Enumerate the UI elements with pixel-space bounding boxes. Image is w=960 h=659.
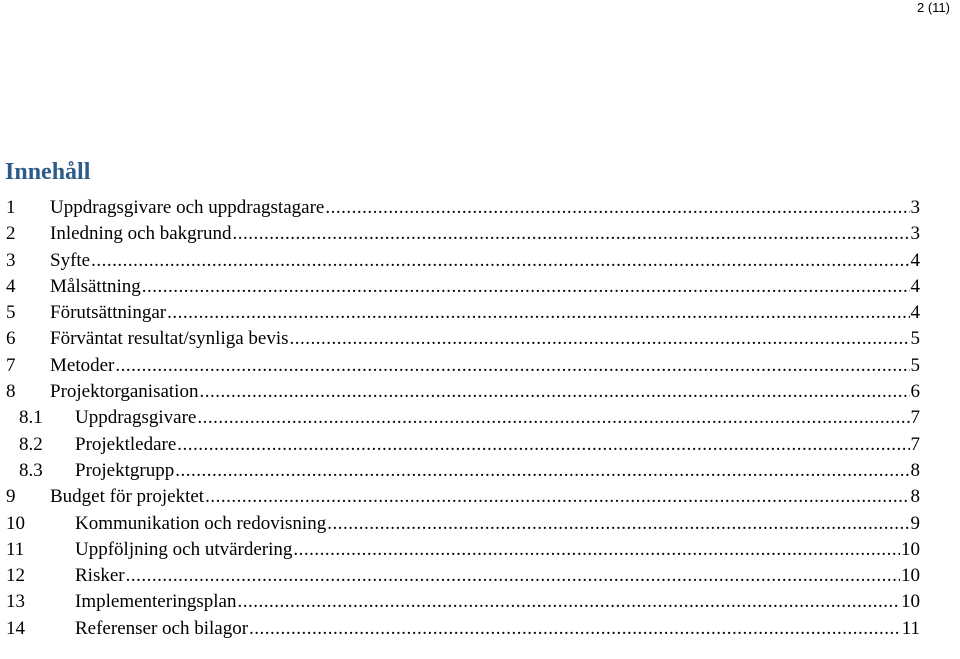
toc-entry-page: 11 bbox=[901, 617, 920, 639]
toc-entry-8-3[interactable] bbox=[6, 458, 920, 484]
toc-entry-number: 5 bbox=[6, 302, 16, 324]
toc-entry-page: 9 bbox=[910, 512, 920, 534]
toc-entry-page: 7 bbox=[910, 407, 920, 429]
toc-dot-leader bbox=[126, 563, 900, 589]
toc-dot-leader bbox=[290, 326, 910, 352]
toc-dot-leader bbox=[91, 248, 909, 274]
toc-entry-12[interactable] bbox=[6, 563, 920, 589]
toc-dot-leader bbox=[205, 484, 909, 510]
toc-dot-leader bbox=[293, 537, 900, 563]
toc-entry-5[interactable] bbox=[6, 300, 920, 326]
toc-entry-title: Inledning och bakgrund bbox=[50, 223, 232, 245]
toc-dot-leader bbox=[115, 353, 909, 379]
toc-entry-title: Kommunikation och redovisning bbox=[75, 512, 327, 534]
toc-entry-6[interactable] bbox=[6, 326, 920, 352]
toc-entry-title: Uppdragsgivare bbox=[75, 407, 197, 429]
toc-entry-8[interactable] bbox=[6, 379, 920, 405]
toc-entry-number: 7 bbox=[6, 354, 16, 376]
toc-dot-leader bbox=[249, 616, 901, 642]
toc-entry-10[interactable] bbox=[6, 511, 920, 537]
toc-entry-page: 3 bbox=[910, 223, 920, 245]
toc-entry-title: Risker bbox=[75, 565, 125, 587]
toc-entry-page: 10 bbox=[901, 538, 920, 560]
toc-dot-leader bbox=[167, 300, 909, 326]
toc-dot-leader bbox=[177, 432, 909, 458]
toc-entry-page: 10 bbox=[901, 591, 920, 613]
toc-entry-number: 3 bbox=[6, 249, 16, 271]
toc-entry-number: 10 bbox=[6, 512, 25, 534]
toc-entry-page: 6 bbox=[910, 381, 920, 403]
toc-entry-title: Förutsättningar bbox=[50, 302, 167, 324]
toc-entry-1[interactable] bbox=[6, 195, 920, 221]
toc-entry-title: Implementeringsplan bbox=[75, 591, 237, 613]
toc-entry-page: 7 bbox=[910, 433, 920, 455]
toc-entry-4[interactable] bbox=[6, 274, 920, 300]
toc-entry-title: Målsättning bbox=[50, 275, 141, 297]
toc-entry-number: 8 bbox=[6, 381, 16, 403]
toc-dot-leader bbox=[233, 221, 910, 247]
page-number: 2 (11) bbox=[917, 0, 950, 15]
toc-entry-page: 5 bbox=[910, 354, 920, 376]
toc-entry-8-2[interactable] bbox=[6, 432, 920, 458]
toc-entry-number: 13 bbox=[6, 591, 25, 613]
toc-dot-leader bbox=[142, 274, 910, 300]
toc-entry-8-1[interactable] bbox=[6, 405, 920, 431]
toc-entry-number: 1 bbox=[6, 197, 16, 218]
toc-entry-title: Referenser och bilagor bbox=[75, 617, 249, 639]
toc-entry-number: 8.3 bbox=[19, 459, 43, 481]
toc-entry-13[interactable] bbox=[6, 589, 920, 615]
toc-entry-title: Förväntat resultat/synliga bevis bbox=[50, 328, 289, 350]
toc-entry-page: 8 bbox=[910, 459, 920, 481]
toc-entry-title: Budget för projektet bbox=[50, 486, 205, 508]
toc-entry-14[interactable] bbox=[6, 616, 920, 642]
toc-entry-number: 6 bbox=[6, 328, 16, 350]
toc-entry-9[interactable] bbox=[6, 484, 920, 510]
toc-entry-page: 5 bbox=[910, 328, 920, 350]
toc-entry-number: 8.2 bbox=[19, 433, 43, 455]
toc-entry-page: 10 bbox=[901, 565, 920, 587]
toc-entry-number: 12 bbox=[6, 565, 25, 587]
toc-dot-leader bbox=[327, 511, 909, 537]
toc-entry-page: 4 bbox=[910, 249, 920, 271]
toc-entry-page: 4 bbox=[910, 275, 920, 297]
toc-entry-number: 2 bbox=[6, 223, 16, 245]
toc-entry-11[interactable] bbox=[6, 537, 920, 563]
toc-entry-title: Projektledare bbox=[75, 433, 177, 455]
toc-entry-page: 3 bbox=[910, 197, 920, 218]
toc-entry-7[interactable] bbox=[6, 353, 920, 379]
table-of-contents bbox=[6, 195, 920, 642]
toc-dot-leader bbox=[175, 458, 909, 484]
toc-entry-3[interactable] bbox=[6, 248, 920, 274]
toc-dot-leader bbox=[325, 195, 909, 221]
toc-entry-title: Uppdragsgivare och uppdragstagare bbox=[50, 197, 325, 218]
toc-entry-number: 11 bbox=[6, 538, 25, 560]
toc-entry-page: 4 bbox=[910, 302, 920, 324]
toc-dot-leader bbox=[197, 405, 909, 431]
toc-entry-title: Projektgrupp bbox=[75, 459, 175, 481]
toc-entry-number: 9 bbox=[6, 486, 16, 508]
toc-entry-title: Projektorganisation bbox=[50, 381, 199, 403]
toc-entry-number: 4 bbox=[6, 275, 16, 297]
toc-entry-2[interactable] bbox=[6, 221, 920, 247]
toc-entry-title: Syfte bbox=[50, 249, 91, 271]
toc-entry-page: 8 bbox=[910, 486, 920, 508]
toc-entry-title: Uppföljning och utvärdering bbox=[75, 538, 293, 560]
toc-heading: Innehåll bbox=[5, 159, 91, 185]
toc-dot-leader bbox=[237, 589, 900, 615]
toc-entry-number: 14 bbox=[6, 617, 25, 639]
toc-dot-leader bbox=[199, 379, 909, 405]
toc-entry-number: 8.1 bbox=[19, 407, 43, 429]
toc-entry-title: Metoder bbox=[50, 354, 115, 376]
